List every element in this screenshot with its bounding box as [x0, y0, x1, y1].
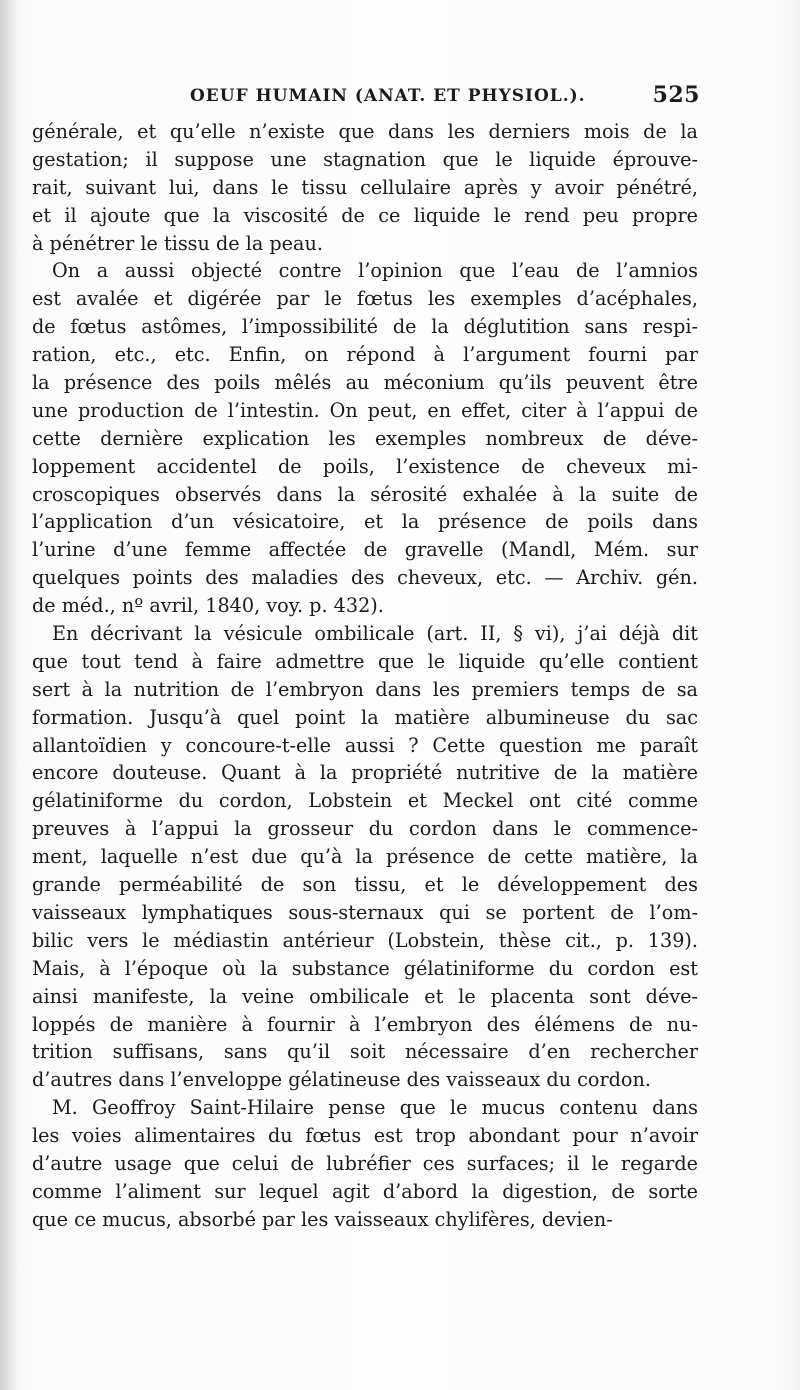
text-line: preuves à l’appui la grosseur du cordon dans le commence-	[32, 817, 698, 841]
text-line: On a aussi objecté contre l’opinion que l’eau de l’amnios	[52, 259, 698, 283]
text-line: comme l’aliment sur lequel agit d’abord la digestion, de sorte	[32, 1179, 698, 1203]
text-line: trition suffisans, sans qu’il soit nécessaire d’en rechercher	[32, 1040, 698, 1064]
text-line: sert à la nutrition de l’embryon dans les premiers temps de sa	[32, 677, 698, 701]
text-line: ment, laquelle n’est due qu’à la présence de cette matière, la	[32, 845, 698, 869]
text-line: En décrivant la vésicule ombilicale (art. II, § vi), j’ai déjà dit	[52, 622, 698, 646]
text-line: rait, suivant lui, dans le tissu cellulaire après y avoir pénétré,	[32, 175, 698, 199]
text-line: et il ajoute que la viscosité de ce liquide le rend peu propre	[32, 203, 698, 227]
text-line: bilic vers le médiastin antérieur (Lobstein, thèse cit., p. 139).	[32, 928, 698, 952]
page-gutter-shadow	[0, 0, 18, 1390]
text-line: l’urine d’une femme affectée de gravelle (Mandl, Mém. sur	[32, 538, 698, 562]
text-line: allantoïdien y concoure-t-elle aussi ? Cette question me paraît	[32, 733, 698, 757]
paragraph-4	[32, 1094, 698, 1233]
body-text	[32, 118, 698, 1234]
running-head: OEUF HUMAIN (ANAT. ET PHYSIOL.).	[190, 86, 586, 106]
text-line: croscopiques observés dans la sérosité exhalée à la suite de	[32, 482, 698, 506]
text-line: que ce mucus, absorbé par les vaisseaux chylifères, devien-	[32, 1207, 613, 1231]
text-line: encore douteuse. Quant à la propriété nutritive de la matière	[32, 761, 698, 785]
text-line: loppement accidentel de poils, l’existence de cheveux mi-	[32, 454, 698, 478]
page-header	[30, 82, 700, 112]
text-line: de fœtus astômes, l’impossibilité de la déglutition sans respi-	[32, 315, 698, 339]
text-line: vaisseaux lymphatiques sous-sternaux qui se portent de l’om-	[32, 900, 698, 924]
text-line: ainsi manifeste, la veine ombilicale et le placenta sont déve-	[32, 984, 698, 1008]
text-line: d’autres dans l’enveloppe gélatineuse des vaisseaux du cordon.	[32, 1068, 651, 1092]
text-line: est avalée et digérée par le fœtus les exemples d’acéphales,	[32, 287, 698, 311]
text-line: gestation; il suppose une stagnation que le liquide éprouve-	[32, 147, 698, 171]
text-line: ration, etc., etc. Enfin, on répond à l’argument fourni par	[32, 343, 698, 367]
text-line: M. Geoffroy Saint-Hilaire pense que le mucus contenu dans	[52, 1096, 698, 1120]
text-line: la présence des poils mêlés au méconium qu’ils peuvent être	[32, 371, 698, 395]
text-line: de méd., nº avril, 1840, voy. p. 432).	[32, 594, 384, 618]
text-line: générale, et qu’elle n’existe que dans les derniers mois de la	[32, 120, 698, 143]
paragraph-2	[32, 257, 698, 620]
text-line: une production de l’intestin. On peut, en effet, citer à l’appui de	[32, 398, 698, 422]
paragraph-1	[32, 118, 698, 257]
text-line: d’autre usage que celui de lubréfier ces surfaces; il le regarde	[32, 1151, 698, 1175]
text-line: gélatiniforme du cordon, Lobstein et Meckel ont cité comme	[32, 789, 698, 813]
text-line: à pénétrer le tissu de la peau.	[32, 231, 323, 255]
paragraph-3	[32, 620, 698, 1094]
text-line: Mais, à l’époque où la substance gélatiniforme du cordon est	[32, 956, 698, 980]
text-line: les voies alimentaires du fœtus est trop abondant pour n’avoir	[32, 1124, 698, 1148]
text-line: formation. Jusqu’à quel point la matière albumineuse du sac	[32, 705, 698, 729]
text-line: l’application d’un vésicatoire, et la présence de poils dans	[32, 510, 698, 534]
text-line: grande perméabilité de son tissu, et le développement des	[32, 873, 698, 897]
page-number: 525	[652, 82, 700, 108]
text-line: loppés de manière à fournir à l’embryon des élémens de nu-	[32, 1012, 698, 1036]
text-line: que tout tend à faire admettre que le liquide qu’elle contient	[32, 649, 698, 673]
text-line: quelques points des maladies des cheveux, etc. — Archiv. gén.	[32, 566, 698, 590]
text-line: cette dernière explication les exemples nombreux de déve-	[32, 426, 698, 450]
